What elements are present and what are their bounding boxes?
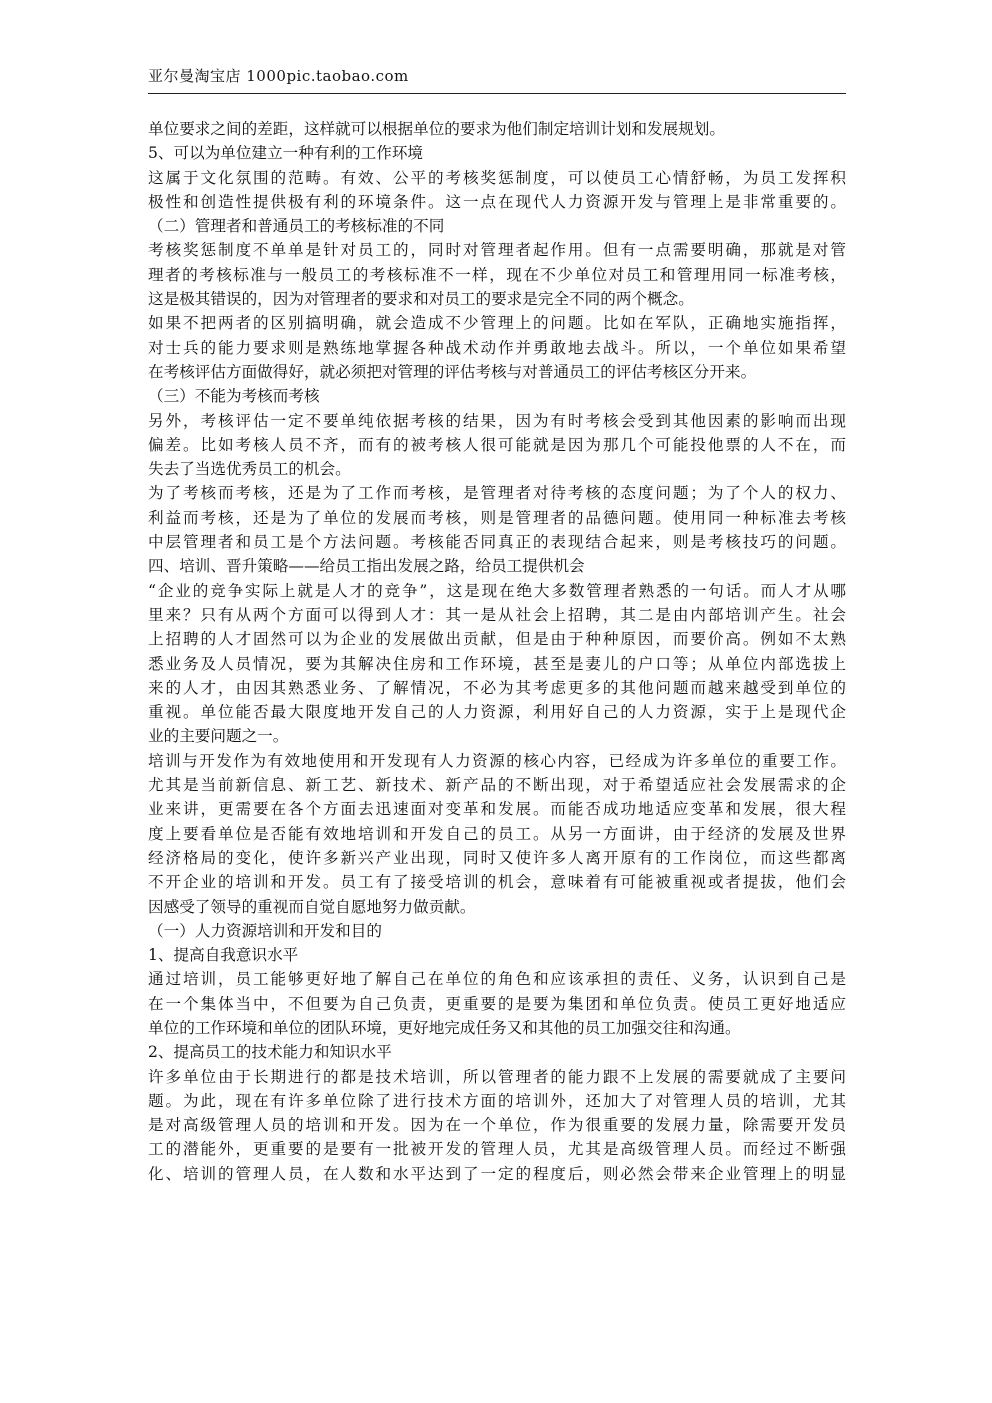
text-line: （一）人力资源培训和开发和目的	[148, 921, 382, 940]
text-line: 对士兵的能力要求则是熟练地掌握各种战术动作并勇敢地去战斗。所以，一个单位如果希望	[148, 338, 846, 357]
text-line: 化、培训的管理人员，在人数和水平达到了一定的程度后，则必然会带来企业管理上的明显	[148, 1164, 846, 1183]
text-line: 单位的工作环境和单位的团队环境，更好地完成任务又和其他的员工加强交往和沟通。	[148, 1018, 741, 1037]
text-line: 不开企业的培训和开发。员工有了接受培训的机会，意味着有可能被重视或者提拔，他们会	[148, 873, 846, 892]
text-line: （三）不能为考核而考核	[148, 387, 320, 406]
text-line: 这属于文化氛围的范畴。有效、公平的考核奖惩制度，可以使员工心情舒畅，为员工发挥积	[148, 168, 846, 187]
text-line: 单位要求之间的差距，这样就可以根据单位的要求为他们制定培训计划和发展规划。	[148, 120, 725, 138]
text-line: （二）管理者和普通员工的考核标准的不同	[148, 217, 445, 236]
text-line: 重视。单位能否最大限度地开发自己的人力资源，利用好自己的人力资源，实于上是现代企	[148, 703, 846, 722]
text-line: 培训与开发作为有效地使用和开发现有人力资源的核心内容，已经成为许多单位的重要工作。	[148, 751, 846, 770]
text-line: 1、提高自我意识水平	[148, 946, 299, 965]
text-line: 经济格局的变化，使许多新兴产业出现，同时又使许多人离开原有的工作岗位，而这些都离	[148, 848, 846, 867]
text-line: 失去了当选优秀员工的机会。	[148, 460, 351, 479]
text-line: 在考核评估方面做得好，就必须把对管理的评估考核与对普通员工的评估考核区分开来。	[148, 362, 757, 381]
text-line: 题。为此，现在有许多单位除了进行技术方面的培训外，还加大了对管理人员的培训，尤其	[148, 1091, 846, 1110]
text-line: 是对高级管理人员的培训和开发。因为在一个单位，作为很重要的发展力量，除需要开发员	[148, 1116, 846, 1135]
text-line: 因感受了领导的重视而自觉自愿地努力做贡献。	[148, 897, 476, 916]
text-line: 里来？只有从两个方面可以得到人才：其一是从社会上招聘，其二是由内部培训产生。社会	[148, 605, 846, 624]
text-line: 理者的考核标准与一般员工的考核标准不一样，现在不少单位对员工和管理用同一标准考核，	[148, 265, 846, 284]
text-line: 悉业务及人员情况，要为其解决住房和工作环境，甚至是妻儿的户口等；从单位内部选拔上	[148, 654, 846, 673]
text-line: “企业的竞争实际上就是人才的竞争”，这是现在绝大多数管理者熟悉的一句话。而人才从哪	[148, 581, 846, 600]
text-line: 尤其是当前新信息、新工艺、新技术、新产品的不断出现，对于希望适应社会发展需求的企	[148, 776, 846, 795]
text-line: 度上要看单位是否能有效地培训和开发自己的员工。从另一方面讲，由于经济的发展及世界	[148, 824, 846, 843]
text-line: 这是极其错误的，因为对管理者的要求和对员工的要求是完全不同的两个概念。	[148, 290, 694, 309]
text-line: 考核奖惩制度不单单是针对员工的，同时对管理者起作用。但有一点需要明确，那就是对管	[148, 241, 846, 260]
text-line: 来的人才，由因其熟悉业务、了解情况，不必为其考虑更多的其他问题而越来越受到单位的	[148, 678, 846, 697]
text-line: 上招聘的人才固然可以为企业的发展做出贡献，但是由于种种原因，而要价高。例如不太熟	[148, 630, 846, 649]
page-header: 亚尔曼淘宝店 1000pic.taobao.com	[148, 67, 409, 85]
text-line: 通过培训，员工能够更好地了解自己在单位的角色和应该承担的责任、义务，认识到自己是	[148, 970, 846, 989]
text-line: 如果不把两者的区别搞明确，就会造成不少管理上的问题。比如在军队，正确地实施指挥，	[148, 314, 846, 333]
text-line: 极性和创造性提供极有利的环境条件。这一点在现代人力资源开发与管理上是非常重要的。	[148, 192, 846, 211]
text-line: 偏差。比如考核人员不齐，而有的被考核人很可能就是因为那几个可能投他票的人不在，而	[148, 435, 846, 454]
text-line: 利益而考核，还是为了单位的发展而考核，则是管理者的品德问题。使用同一种标准去考核	[148, 508, 846, 527]
text-line: 中层管理者和员工是个方法问题。考核能否同真正的表现结合起来，则是考核技巧的问题。	[148, 533, 846, 552]
text-line: 另外，考核评估一定不要单纯依据考核的结果，因为有时考核会受到其他因素的影响而出现	[148, 411, 846, 430]
text-line: 四、培训、晋升策略——给员工指出发展之路，给员工提供机会	[148, 557, 585, 576]
text-line: 为了考核而考核，还是为了工作而考核，是管理者对待考核的态度问题；为了个人的权力、	[148, 484, 846, 503]
text-line: 业的主要问题之一。	[148, 727, 289, 746]
text-line: 2、提高员工的技术能力和知识水平	[148, 1043, 392, 1062]
text-line: 在一个集体当中，不但要为自己负责，更重要的是要为集团和单位负责。使员工更好地适应	[148, 994, 846, 1013]
text-line: 5、可以为单位建立一种有利的工作环境	[148, 144, 424, 163]
header-rule	[148, 93, 846, 94]
document-body	[148, 117, 846, 1186]
text-line: 许多单位由于长期进行的都是技术培训，所以管理者的能力跟不上发展的需要就成了主要问	[148, 1067, 846, 1086]
text-line: 业来讲，更需要在各个方面去迅速面对变革和发展。而能否成功地适应变革和发展，很大程	[148, 800, 846, 819]
text-line: 工的潜能外，更重要的是要有一批被开发的管理人员，尤其是高级管理人员。而经过不断强	[148, 1140, 846, 1159]
